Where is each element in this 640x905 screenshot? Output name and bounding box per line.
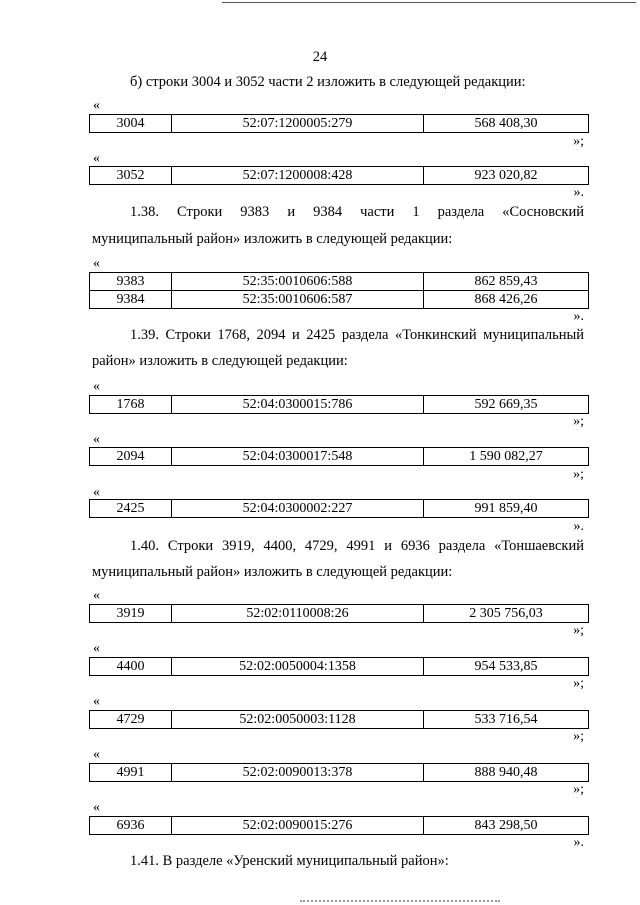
close-quote: »;	[573, 134, 584, 149]
close-quote: »;	[573, 623, 584, 638]
value-amount: 862 859,43	[424, 273, 589, 291]
cadastral-number: 52:04:0300015:786	[172, 396, 424, 414]
cadastral-number: 52:02:0050003:1128	[172, 711, 424, 729]
row-number: 2094	[90, 448, 172, 466]
row-number: 9383	[90, 273, 172, 291]
open-quote: «	[93, 432, 100, 447]
table-row	[90, 711, 589, 729]
paragraph-1-39: 1.39. Строки 1768, 2094 и 2425 раздела «Тонкинский муниципальный	[130, 327, 584, 343]
value-amount: 533 716,54	[424, 711, 589, 729]
close-quote: »;	[573, 467, 584, 482]
value-amount: 592 669,35	[424, 396, 589, 414]
open-quote: «	[93, 641, 100, 656]
value-amount: 991 859,40	[424, 500, 589, 518]
row-table	[89, 710, 589, 729]
close-quote: ».	[573, 309, 584, 324]
close-quote: ».	[573, 185, 584, 200]
row-table	[89, 272, 589, 309]
paragraph-1-40: 1.40. Строки 3919, 4400, 4729, 4991 и 6936 раздела «Тоншаевский	[130, 538, 584, 554]
open-quote: «	[93, 256, 100, 271]
row-number: 6936	[90, 817, 172, 835]
cadastral-number: 52:07:1200008:428	[172, 167, 424, 185]
paragraph-b: б) строки 3004 и 3052 части 2 изложить в следующей редакции:	[130, 74, 526, 90]
paragraph-1-38-cont: муниципальный район» изложить в следующей редакции:	[92, 231, 453, 247]
row-number: 2425	[90, 500, 172, 518]
close-quote: »;	[573, 782, 584, 797]
close-quote: »;	[573, 729, 584, 744]
close-quote: ».	[573, 835, 584, 850]
row-number: 4729	[90, 711, 172, 729]
table-row	[90, 658, 589, 676]
value-amount: 1 590 082,27	[424, 448, 589, 466]
open-quote: «	[93, 747, 100, 762]
value-amount: 923 020,82	[424, 167, 589, 185]
row-table	[89, 114, 589, 133]
close-quote: »;	[573, 676, 584, 691]
row-table	[89, 447, 589, 466]
table-row	[90, 115, 589, 133]
row-number: 3004	[90, 115, 172, 133]
table-row	[90, 764, 589, 782]
table-row	[90, 291, 589, 309]
cadastral-number: 52:02:0090015:276	[172, 817, 424, 835]
table-row	[90, 396, 589, 414]
value-amount: 843 298,50	[424, 817, 589, 835]
paragraph-1-41: 1.41. В разделе «Уренский муниципальный район»:	[130, 853, 449, 869]
row-number: 3919	[90, 605, 172, 623]
open-quote: «	[93, 98, 100, 113]
open-quote: «	[93, 800, 100, 815]
table-row	[90, 817, 589, 835]
table-row	[90, 167, 589, 185]
close-quote: ».	[573, 519, 584, 534]
row-table	[89, 816, 589, 835]
top-rule	[222, 2, 636, 3]
paragraph-1-38: 1.38. Строки 9383 и 9384 части 1 раздела «Сосновский	[130, 204, 584, 220]
close-quote: »;	[573, 414, 584, 429]
row-table	[89, 763, 589, 782]
row-number: 4991	[90, 764, 172, 782]
row-number: 4400	[90, 658, 172, 676]
open-quote: «	[93, 588, 100, 603]
paragraph-1-39-cont: район» изложить в следующей редакции:	[92, 353, 348, 369]
open-quote: «	[93, 151, 100, 166]
row-number: 1768	[90, 396, 172, 414]
cadastral-number: 52:02:0090013:378	[172, 764, 424, 782]
row-table	[89, 166, 589, 185]
table-row	[90, 273, 589, 291]
value-amount: 868 426,26	[424, 291, 589, 309]
table-row	[90, 500, 589, 518]
value-amount: 888 940,48	[424, 764, 589, 782]
value-amount: 954 533,85	[424, 658, 589, 676]
cadastral-number: 52:02:0110008:26	[172, 605, 424, 623]
page-number: 24	[312, 49, 328, 65]
cadastral-number: 52:02:0050004:1358	[172, 658, 424, 676]
row-table	[89, 657, 589, 676]
table-row	[90, 605, 589, 623]
cadastral-number: 52:35:0010606:588	[172, 273, 424, 291]
cadastral-number: 52:04:0300002:227	[172, 500, 424, 518]
cadastral-number: 52:04:0300017:548	[172, 448, 424, 466]
row-table	[89, 499, 589, 518]
row-table	[89, 604, 589, 623]
value-amount: 2 305 756,03	[424, 605, 589, 623]
cadastral-number: 52:35:0010606:587	[172, 291, 424, 309]
value-amount: 568 408,30	[424, 115, 589, 133]
open-quote: «	[93, 379, 100, 394]
open-quote: «	[93, 694, 100, 709]
row-number: 9384	[90, 291, 172, 309]
paragraph-1-40-cont: муниципальный район» изложить в следующей редакции:	[92, 564, 453, 580]
bottom-rule	[300, 900, 500, 902]
row-number: 3052	[90, 167, 172, 185]
cadastral-number: 52:07:1200005:279	[172, 115, 424, 133]
open-quote: «	[93, 485, 100, 500]
row-table	[89, 395, 589, 414]
table-row	[90, 448, 589, 466]
